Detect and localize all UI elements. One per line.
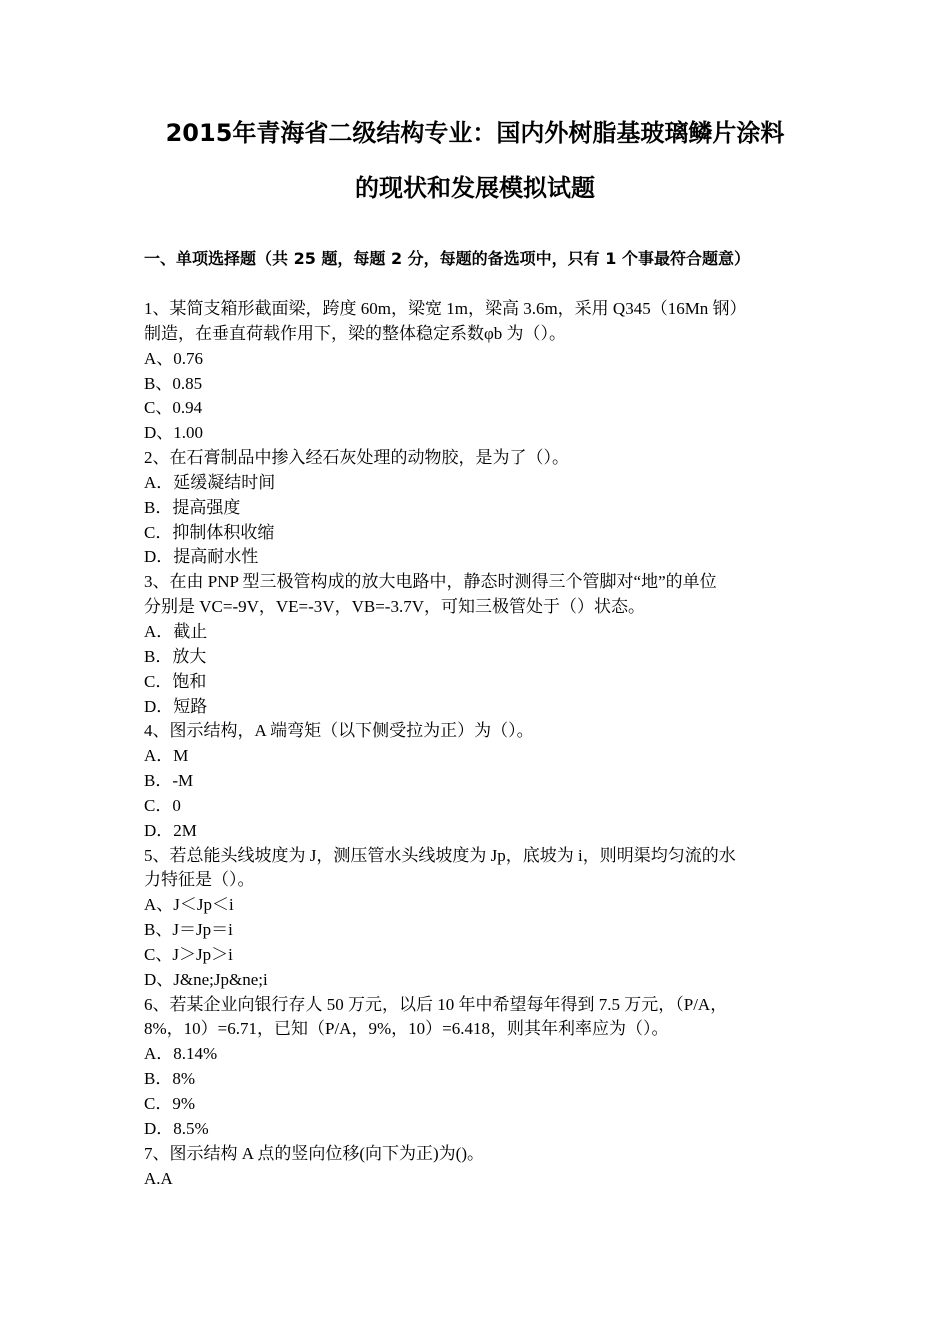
section-heading: 一、单项选择题（共 25 题，每题 2 分，每题的备选项中，只有 1 个事最符合题意）	[144, 249, 750, 268]
answer-option: A．延缓凝结时间	[144, 472, 276, 492]
answer-option: C．9%	[144, 1094, 195, 1113]
question-stem-line: 8%，10）=6.71，已知（P/A，9%，10）=6.418，则其年利率应为（）。	[144, 1019, 669, 1039]
answer-option: B、J＝Jp＝i	[144, 920, 233, 940]
answer-option: C．饱和	[144, 671, 207, 691]
answer-option: C．抑制体积收缩	[144, 522, 275, 542]
question-stem-line: 7、图示结构 A 点的竖向位移(向下为正)为()。	[144, 1143, 484, 1163]
question-item	[144, 570, 816, 719]
document-title-line-1: 2015年青海省二级结构专业：国内外树脂基玻璃鳞片涂料	[165, 119, 785, 147]
answer-option: B．8%	[144, 1069, 195, 1089]
question-item	[144, 844, 816, 993]
answer-option: D、J&ne;Jp&ne;i	[144, 969, 268, 989]
answer-option: D．2M	[144, 820, 197, 840]
answer-option: A．8.14%	[144, 1044, 218, 1064]
question-stem-line: 制造，在垂直荷载作用下，梁的整体稳定系数φb 为（）。	[144, 323, 567, 343]
answer-option: D．提高耐水性	[144, 547, 259, 567]
document-title-line-2: 的现状和发展模拟试题	[355, 174, 595, 202]
question-list	[144, 297, 816, 1191]
answer-option: A、J＜Jp＜i	[144, 895, 234, 915]
answer-option: D．短路	[144, 696, 208, 716]
question-item	[144, 297, 816, 446]
question-item	[144, 446, 816, 570]
question-stem-line: 4、图示结构，A 端弯矩（以下侧受拉为正）为（）。	[144, 721, 534, 741]
answer-option: B．放大	[144, 646, 207, 666]
question-stem-line: 3、在由 PNP 型三极管构成的放大电路中，静态时测得三个管脚对“地”的单位	[144, 572, 717, 592]
answer-option: A.A	[144, 1168, 173, 1188]
question-item	[144, 1142, 816, 1192]
question-item	[144, 719, 816, 843]
answer-option: C．0	[144, 795, 181, 815]
question-item	[144, 993, 816, 1142]
answer-option: C、J＞Jp＞i	[144, 944, 233, 964]
answer-option: D、1.00	[144, 423, 204, 443]
answer-option: B．-M	[144, 771, 194, 791]
question-stem-line: 5、若总能头线坡度为 J，测压管水头线坡度为 Jp，底坡为 i，则明渠均匀流的水	[144, 845, 736, 865]
question-stem-line: 分别是 VC=-9V，VE=-3V，VB=-3.7V，可知三极管处于（）状态。	[144, 597, 645, 617]
question-stem-line: 6、若某企业向银行存人 50 万元，以后 10 年中希望每年得到 7.5 万元，（P/A，	[144, 994, 728, 1014]
answer-option: C、0.94	[144, 398, 203, 418]
answer-option: B．提高强度	[144, 497, 241, 517]
answer-option: A、0.76	[144, 348, 204, 368]
answer-option: A．截止	[144, 621, 208, 641]
question-stem-line: 2、在石膏制品中掺入经石灰处理的动物胶，是为了（）。	[144, 448, 569, 468]
answer-option: B、0.85	[144, 373, 203, 393]
answer-option: D．8.5%	[144, 1118, 209, 1138]
answer-option: A．M	[144, 746, 189, 766]
question-stem-line: 力特征是（）。	[144, 870, 255, 890]
question-stem-line: 1、某简支箱形截面梁，跨度 60m，梁宽 1m，梁高 3.6m，采用 Q345（16Mn 钢）	[144, 299, 747, 318]
